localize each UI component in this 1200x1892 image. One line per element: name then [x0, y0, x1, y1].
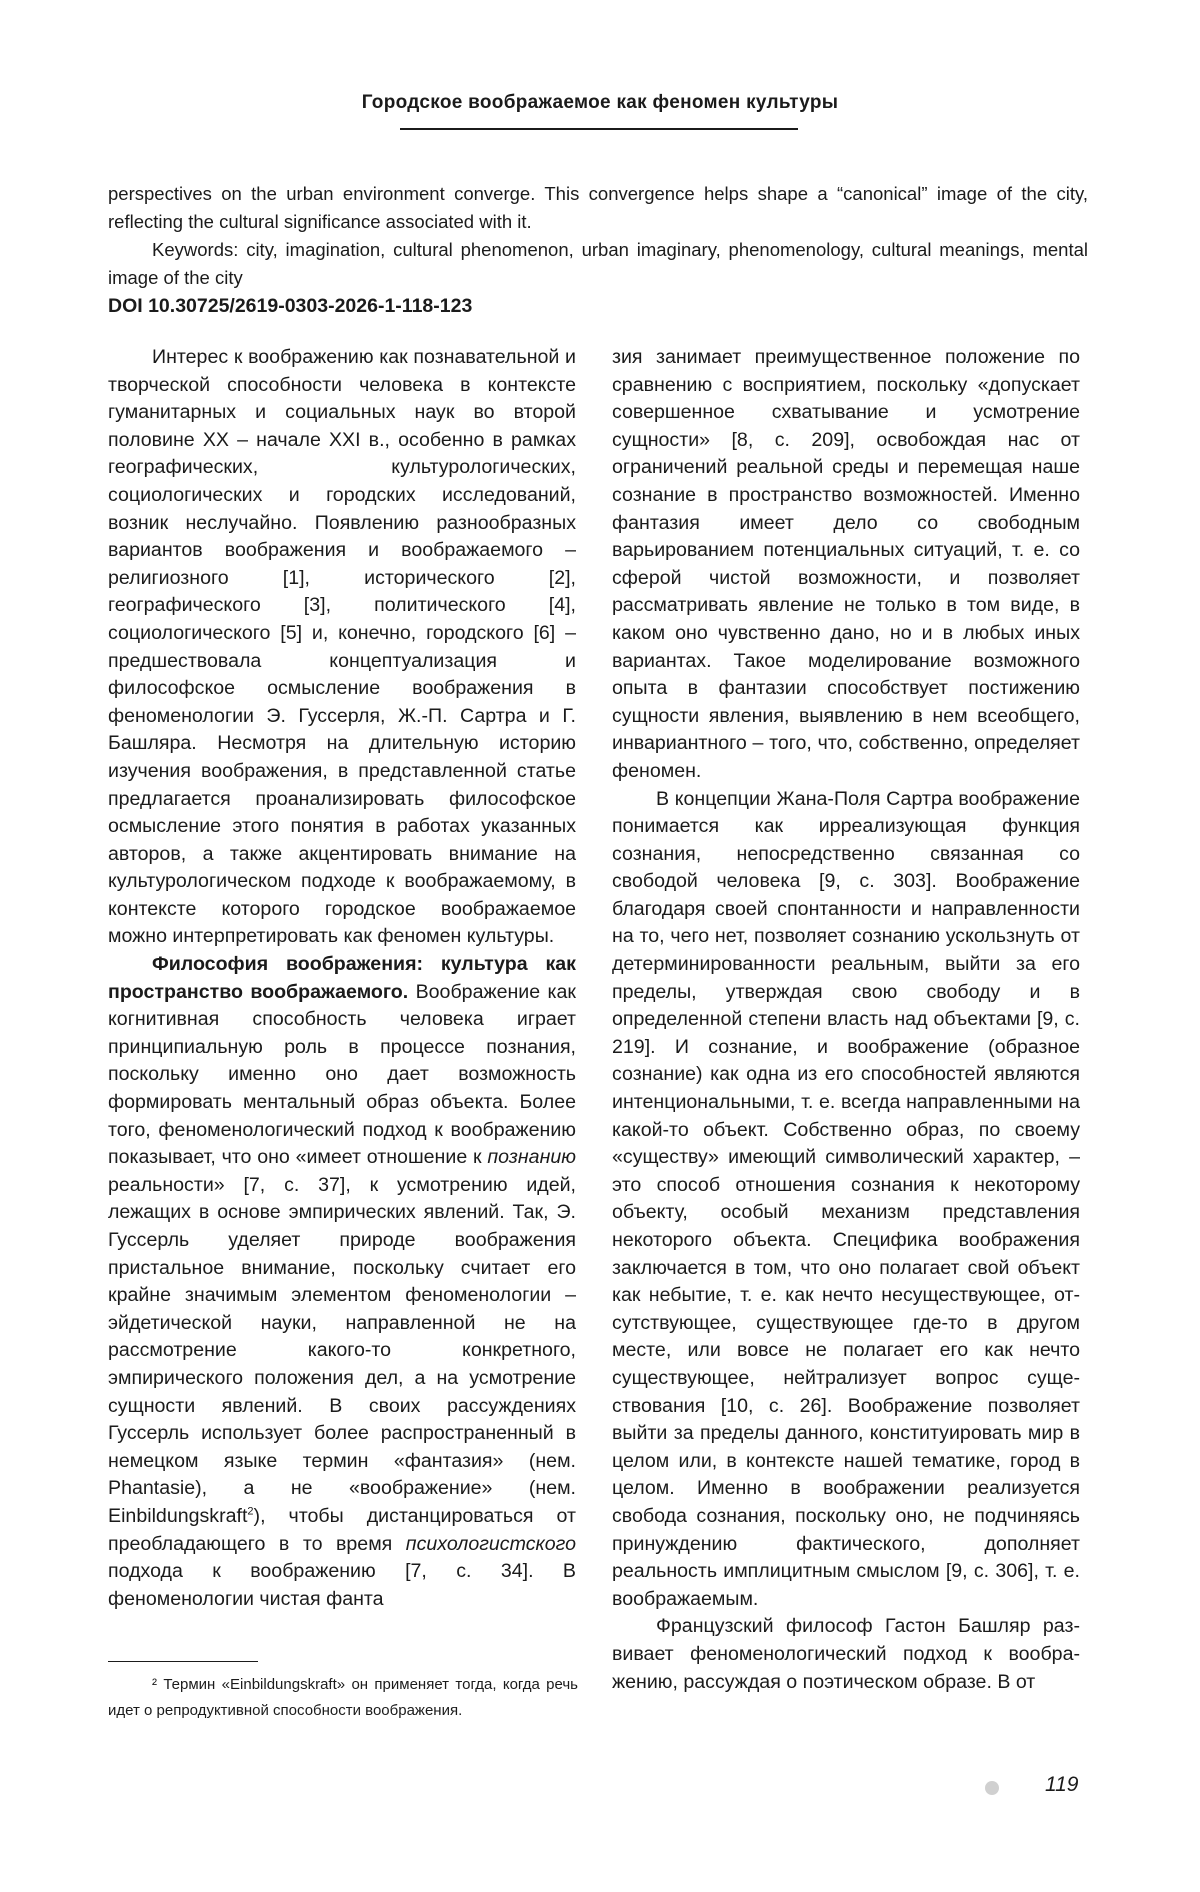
- abstract-text: perspectives on the urban environment converge. This convergence helps shape a “canonical” image of the city, reflecting the cultural significance associated with it.: [108, 183, 1088, 232]
- paragraph: Французский философ Гастон Башляр развивает феноменологический подход к воображению, рассуждая о поэтическом образе. В от: [612, 1615, 1080, 1693]
- paragraph-text: подхода к воображению [7, с. 34]. В феноменологии чистая фанта: [108, 1560, 576, 1610]
- page-marker-dot: [985, 1781, 999, 1795]
- footnote-rule: [108, 1661, 258, 1662]
- right-column: [612, 344, 1080, 1696]
- footnote: [108, 1672, 578, 1724]
- italic-term: познанию: [487, 1146, 576, 1169]
- abstract-block: [108, 180, 1088, 320]
- left-column: [108, 344, 576, 1613]
- paragraph: Интерес к воображению как познавательной и творческой способности человека в контексте гуманитарных и социальных наук во второй половине XX – начале XXI в., особенно в рамках географических, культурологических, социологических и городских исследований, возник неслучайно. Появлению разнообразных вариантов воображения и воображаемого – религиозного [1], исторического [2], географического [3], политического [4], социологического [5] и, конечно, городского [6] – предшествовала концептуализация и философское осмысление воображения в феноменологии Э. Гуссерля, Ж.-П. Сартра и Г. Башляра. Несмотря на длительную историю изучения воображения, в представленной статье предлагается проанализировать философское осмысление этого понятия в работах указанных авторов, а также акцентировать внимание на культурологическом подходе к воображаемому, в контексте которого городское воображаемое можно интерпретировать как феномен культуры.: [108, 346, 576, 948]
- paragraph-text: Воображение как когнитивная способность человека играет принципиальную роль в процессе познания, поскольку именно оно дает возможность формировать ментальный образ объекта. Более того, феноменологический подход к воображению показывает, что оно «имеет отношение к: [108, 980, 576, 1169]
- footnote-ref: 2: [247, 1505, 254, 1518]
- keywords: Keywords: city, imagination, cultural phenomenon, urban imaginary, phenomenology, cultural meanings, mental image of the city: [108, 239, 1088, 288]
- paragraph: [108, 951, 576, 1613]
- running-title: Городское воображаемое как феномен культуры: [361, 92, 839, 113]
- italic-term: психологистского: [405, 1532, 576, 1555]
- page-number: 119: [1045, 1773, 1079, 1796]
- paragraph-text: реальности» [7, с. 37], к усмотрению идей, лежащих в основе эмпирических явлений. Так, Э. Гуссерль уделяет природе воображения пристальное внимание, поскольку считает его крайне значимым элементом феноменологии – эйдетической науки, направленной не на рассмотрение какого-то конкретного, эмпирического положения дел, а на усмотрение сущности явлений. В своих рассуждениях Гуссерль использует более распространенный в немецком языке термин «фантазия» (нем. Phantasie), а не «воображение» (нем. Einbildungskraft: [108, 1173, 576, 1527]
- paragraph-text: ), чтобы дистанцироваться от преобладающего в то время: [108, 1504, 576, 1555]
- footnote-text: ² Термин «Einbildungskraft» он применяет тогда, когда речь идет о репродуктивной способности воображения.: [108, 1676, 578, 1719]
- paragraph: зия занимает преимущественное положение по сравнению с восприятием, поскольку «допускает совершенное схватывание и усмотрение сущности» [8, с. 209], освобождая нас от ограничений реальной среды и перемещая наше сознание в пространство возможностей. Именно фантазия имеет дело со свободным варьированием потенциальных ситуаций, т. е. со сферой чистой возможности, и позволяет рассматривать явление не только в том виде, в каком оно чувственно дано, но и в любых иных вариантах. Такое моделирование возможного опыта в фантазии способствует постижению сущности явления, выявлению в нем всеобщего, инвариантного – того, что, собственно, определяет феномен.: [612, 346, 1080, 782]
- section-heading: Философия воображения: культура как пространство воображаемого.: [108, 953, 576, 1003]
- doi: DOI 10.30725/2619-0303-2026-1-118-123: [108, 295, 473, 317]
- paragraph: В концепции Жана-Поля Сартра воображение понимается как ирреализующая функция сознания, непосредственно связанная со свободой человека [9, с. 303]. Воображение благодаря своей спонтанности и направленности на то, чего нет, позволяет сознанию ускользнуть от детерминированности реальным, выйти за его пределы, утверждая свою свободу и в определенной степени власть над объектами [9, с. 219]. И сознание, и воображение (образное сознание) как одна из его способностей являются интенциональными, т. е. всегда направленными на какой-то объект. Собственно образ, по своему «существу» имеющий символический характер, – это способ отношения сознания к некоторому объекту, особый механизм представления некоторого объекта. Специфика воображения заключается в том, что оно полагает свой объект как небытие, т. е. как нечто несуществующее, отсутствующее, существующее где-то в другом месте, или вовсе не полагает его как нечто существующее, нейтрализует вопрос существования [10, с. 26]. Воображение позволяет выйти за пределы данного, конституировать мир в целом или, в контексте нашей тематике, город в целом. Именно в воображении реализуется свобода сознания, поскольку оно, не подчиняясь принуждению фактического, дополняет реальность имплицитным смыслом [9, с. 306], т. е. воображаемым.: [612, 787, 1080, 1610]
- header-rule: [400, 128, 798, 130]
